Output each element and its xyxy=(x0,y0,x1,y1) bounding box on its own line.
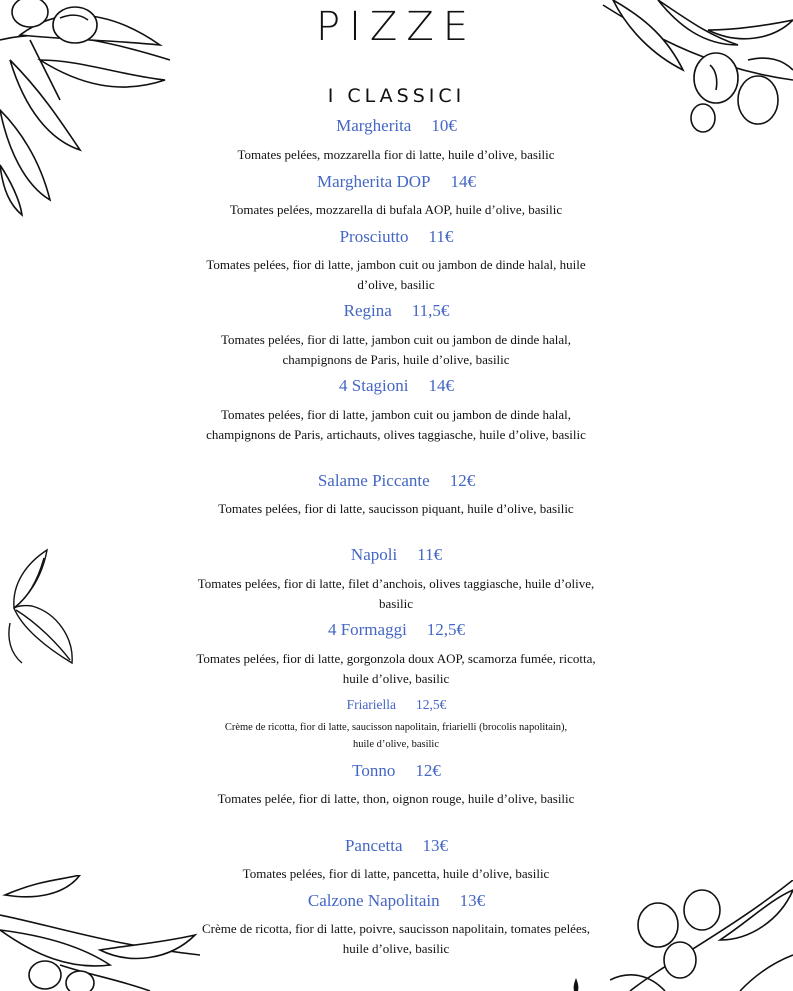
pizza-name: Calzone Napolitain xyxy=(307,891,440,910)
menu-item-name xyxy=(0,835,793,857)
pizza-price: 10€ xyxy=(431,116,457,135)
pizza-price: 12€ xyxy=(415,761,441,780)
menu-item-name xyxy=(0,890,793,912)
pizza-price: 12,5€ xyxy=(416,697,447,712)
pizza-price: 11,5€ xyxy=(411,301,450,320)
menu-item-description: Tomates pelées, fior di latte, saucisson piquant, huile d’olive, basilic xyxy=(218,501,574,516)
pizza-name: Napoli xyxy=(350,545,398,564)
menu-item-description: Tomates pelées, fior di latte, gorgonzola doux AOP, scamorza fumée, ricotta, huile d’olive, basilic xyxy=(196,651,596,686)
menu-item-description: Tomates pelée, fior di latte, thon, oignon rouge, huile d’olive, basilic xyxy=(217,791,575,806)
pizza-name: Friariella xyxy=(346,697,397,712)
page-title: PIZZE xyxy=(316,4,477,50)
pizza-name: Margherita xyxy=(336,116,412,135)
pizza-name: 4 Formaggi xyxy=(327,620,407,639)
pizza-price: 12€ xyxy=(449,471,476,490)
menu-item-description: Crème de ricotta, fior di latte, poivre, saucisson napolitain, tomates pelées, huile d’olive, basilic xyxy=(201,921,591,956)
pizza-price: 11€ xyxy=(417,545,443,564)
menu-item-name xyxy=(0,171,793,193)
menu-item-name xyxy=(0,375,793,397)
menu-item-name xyxy=(0,694,793,716)
menu-item-name xyxy=(0,470,793,492)
basil-leaf-icon xyxy=(2,548,74,668)
menu-item-name xyxy=(0,226,793,248)
pizza-name: Regina xyxy=(343,301,392,320)
pizza-name: 4 Stagioni xyxy=(339,376,409,395)
menu-item-name xyxy=(0,544,793,566)
menu-item-description: Tomates pelées, mozzarella fior di latte, huile d’olive, basilic xyxy=(237,147,555,162)
pizza-price: 14€ xyxy=(428,376,454,395)
pizza-name: Tonno xyxy=(352,761,396,780)
pizza-name: Pancetta xyxy=(344,836,403,855)
menu-item-description: Tomates pelées, fior di latte, jambon cuit ou jambon de dinde halal, champignons de Paris, huile d’olive, basilic xyxy=(221,332,571,367)
menu-item-description: Tomates pelées, fior di latte, jambon cuit ou jambon de dinde halal, champignons de Paris, artichauts, olives taggiasche, huile d’olive, basilic xyxy=(206,407,586,442)
pizza-price: 13€ xyxy=(459,891,486,910)
pizza-price: 14€ xyxy=(450,172,476,191)
section-title: I CLASSICI xyxy=(327,85,466,107)
menu-item-name xyxy=(0,300,793,322)
pizza-price: 12,5€ xyxy=(426,620,466,639)
menu-item-description: Tomates pelées, fior di latte, jambon cuit ou jambon de dinde halal, huile d’olive, basilic xyxy=(206,257,586,292)
pizza-name: Prosciutto xyxy=(339,227,409,246)
menu-item-name xyxy=(0,619,793,641)
menu-item-description: Tomates pelées, fior di latte, filet d’anchois, olives taggiasche, huile d’olive, basilic xyxy=(197,576,595,611)
menu-item-name xyxy=(0,115,793,137)
pizza-name: Margherita DOP xyxy=(317,172,431,191)
pizza-price: 11€ xyxy=(428,227,454,246)
menu-item-name xyxy=(0,760,793,782)
menu-item-description: Tomates pelées, fior di latte, pancetta, huile d’olive, basilic xyxy=(242,866,550,881)
pizza-name: Salame Piccante xyxy=(317,471,430,490)
menu-item-description: Tomates pelées, mozzarella di bufala AOP, huile d’olive, basilic xyxy=(229,202,563,217)
pizza-price: 13€ xyxy=(422,836,449,855)
leaf-tip-icon xyxy=(569,978,583,991)
menu-item-description: Crème de ricotta, fior di latte, saucisson napolitain, friarielli (brocolis napolitain), huile d’olive, basilic xyxy=(224,722,568,750)
